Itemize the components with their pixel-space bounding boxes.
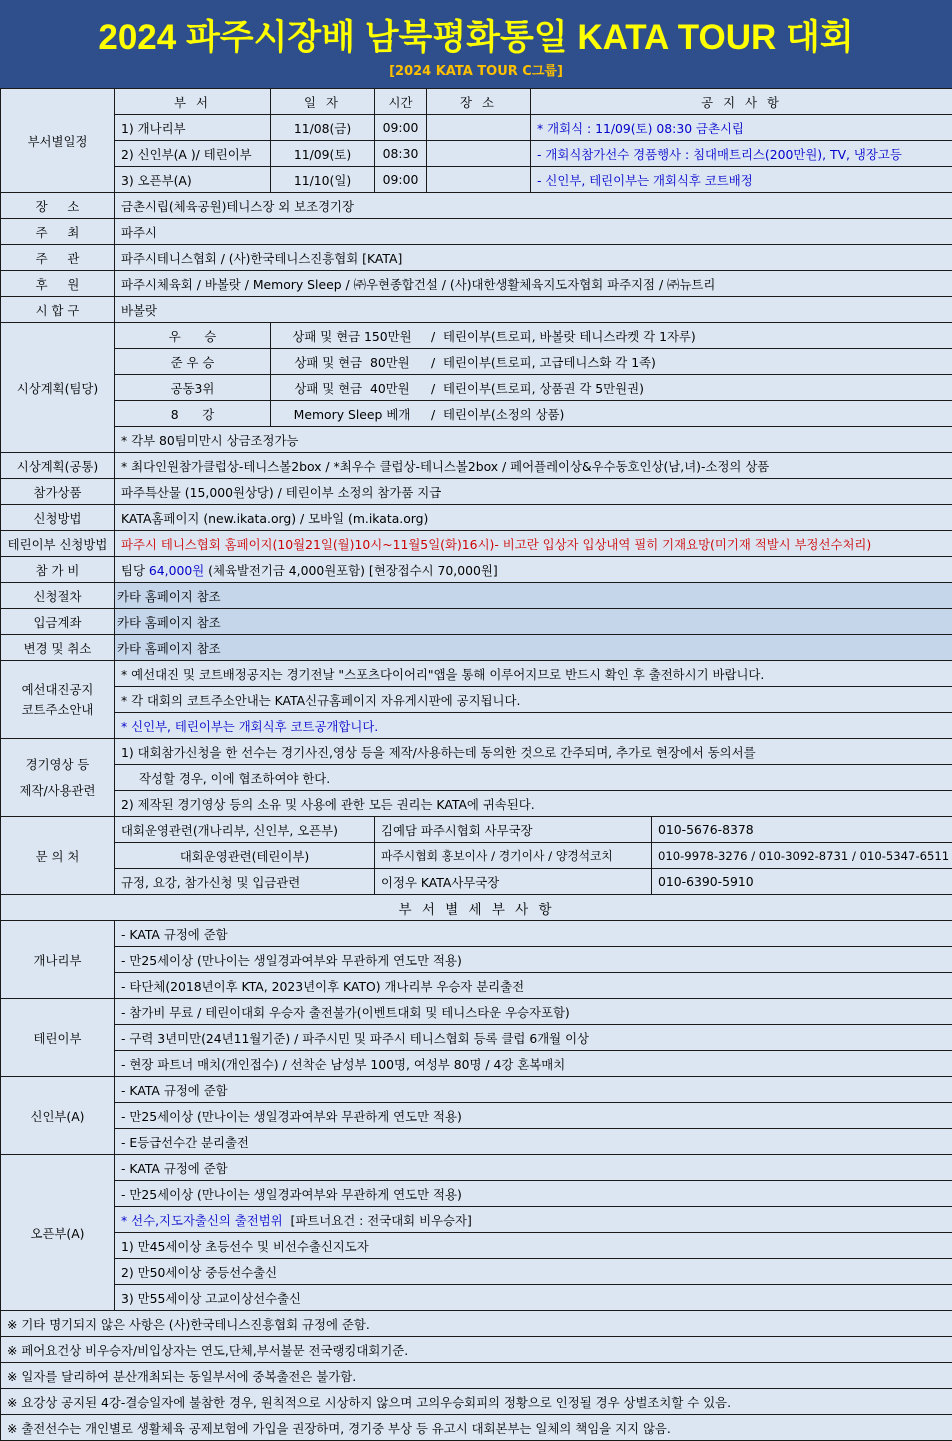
footnote: ※ 일자를 달리하여 분산개최되는 동일부서에 중복출전은 불가함. xyxy=(1,1363,952,1389)
apply-label: 신청방법 xyxy=(1,505,115,531)
detail-row xyxy=(1,1233,952,1259)
common-prize-value: * 최다인원참가클럽상-테니스볼2box / *최우수 클럽상-테니스볼2box / 페어플레이상&우수동호인상(남,녀)-소정의 상품 xyxy=(115,453,952,479)
contact-topic: 대회운영관련(개나리부, 신인부, 오픈부) xyxy=(115,817,375,843)
draw-notice-row xyxy=(1,713,952,739)
apply-terini-value: 파주시 테니스협회 홈페이지(10월21일(월)10시~11월5일(화)16시)- 비고란 입상자 입상내역 필히 기재요망(미기재 적발시 부정선수처리) xyxy=(115,531,952,557)
detail-row xyxy=(1,1077,952,1103)
prize-row xyxy=(1,401,952,427)
detail-line: - E등급선수간 분리출전 xyxy=(115,1129,952,1155)
info-row xyxy=(1,271,952,297)
prize-sep: / xyxy=(431,355,435,370)
apply-terini-row xyxy=(1,531,952,557)
detail-line: 1) 만45세이상 초등선수 및 비선수출신지도자 xyxy=(115,1233,952,1259)
detail-row xyxy=(1,921,952,947)
detail-line: - 현장 파트너 매치(개인접수) / 선착순 남성부 100명, 여성부 80명 / 4강 혼복매치 xyxy=(115,1051,952,1077)
draw-notice-line: * 예선대진 및 코트배정공지는 경기전날 "스포츠다이어리"앱을 통해 이루어지므로 반드시 확인 후 출전하시기 바랍니다. xyxy=(115,661,952,687)
schedule-header-time: 시간 xyxy=(375,89,427,115)
schedule-venue xyxy=(427,167,531,193)
schedule-notice: * 개회식 : 11/09(토) 08:30 금촌시립 xyxy=(531,115,952,141)
info-value: 금촌시립(체육공원)테니스장 외 보조경기장 xyxy=(115,193,952,219)
detail-row xyxy=(1,1181,952,1207)
fee-prefix: 팀당 xyxy=(121,563,149,578)
prize-extra: 테린이부(트로피, 바볼랏 테니스라켓 각 1자루) xyxy=(443,329,696,344)
footnote-row xyxy=(1,1311,952,1337)
contact-row xyxy=(1,869,952,895)
detail-row xyxy=(1,1207,952,1233)
schedule-time: 09:00 xyxy=(375,115,427,141)
prize-sep: / xyxy=(431,381,435,396)
contact-row xyxy=(1,843,952,869)
prize-row xyxy=(1,375,952,401)
schedule-venue xyxy=(427,141,531,167)
footnote: ※ 기타 명기되지 않은 사항은 (사)한국테니스진흥협회 규정에 준함. xyxy=(1,1311,952,1337)
contact-phone: 010-5676-8378 xyxy=(652,817,952,843)
prize-rank: 공동3위 xyxy=(115,375,271,401)
prize-detail xyxy=(271,349,952,375)
fee-suffix: (체육발전기금 4,000원포함) [현장접수시 70,000원] xyxy=(204,563,497,578)
detail-line: 3) 만55세이상 고교이상선수출신 xyxy=(115,1285,952,1311)
detail-row xyxy=(1,947,952,973)
info-value: 파주시체육회 / 바볼랏 / Memory Sleep / ㈜우현종합건설 / (사)대한생활체육지도자협회 파주지점 / ㈜뉴트리 xyxy=(115,271,952,297)
info-value: 바볼랏 xyxy=(115,297,952,323)
prize-label: 시상계획(팀당) xyxy=(1,323,115,453)
contact-topic: 규정, 요강, 참가신청 및 입금관련 xyxy=(115,869,375,895)
prize-note-row xyxy=(1,427,952,453)
prize-row xyxy=(1,349,952,375)
info-row xyxy=(1,219,952,245)
common-prize-label: 시상계획(공통) xyxy=(1,453,115,479)
detail-line: - 만25세이상 (만나이는 생일경과여부와 무관하게 연도만 적용) xyxy=(115,1103,952,1129)
prize-detail xyxy=(271,375,952,401)
footnote: ※ 요강상 공지된 4강-결승일자에 불참한 경우, 원칙적으로 시상하지 않으며 고의우승회피의 정황으로 인정될 경우 상벌조치할 수 있음. xyxy=(1,1389,952,1415)
prize-extra: 테린이부(소정의 상품) xyxy=(443,407,564,422)
page-header xyxy=(0,0,952,88)
info-row xyxy=(1,245,952,271)
detail-line: - 타단체(2018년이후 KTA, 2023년이후 KATO) 개나리부 우승자 분리출전 xyxy=(115,973,952,999)
video-line: 1) 대회참가신청을 한 선수는 경기사진,영상 등을 제작/사용하는데 동의한 것으로 간주되며, 추가로 현장에서 동의서를 xyxy=(115,739,952,765)
open-range-partner: [파트너요건 : 전국대회 비우승자] xyxy=(283,1213,472,1228)
prize-rank: 8 강 xyxy=(115,401,271,427)
contact-person: 이정우 KATA사무국장 xyxy=(375,869,652,895)
footnote-row xyxy=(1,1389,952,1415)
schedule-row xyxy=(1,167,952,193)
deposit-row xyxy=(1,609,952,635)
info-row xyxy=(1,297,952,323)
info-label: 시 합 구 xyxy=(1,297,115,323)
video-row xyxy=(1,739,952,765)
prize-row xyxy=(1,323,952,349)
schedule-time: 08:30 xyxy=(375,141,427,167)
deposit-value: 카타 홈페이지 참조 xyxy=(115,609,952,635)
detail-group-label: 테린이부 xyxy=(1,999,115,1077)
schedule-header-division: 부 서 xyxy=(115,89,271,115)
detail-row xyxy=(1,1129,952,1155)
prize-amount: 상패 및 현금 80만원 xyxy=(277,353,427,371)
schedule-division: 1) 개나리부 xyxy=(115,115,271,141)
info-label: 주 관 xyxy=(1,245,115,271)
page-title: 2024 파주시장배 남북평화통일 KATA TOUR 대회 xyxy=(0,14,952,62)
schedule-division: 2) 신인부(A )/ 테린이부 xyxy=(115,141,271,167)
prize-extra: 테린이부(트로피, 고급테니스화 각 1족) xyxy=(443,355,656,370)
schedule-venue xyxy=(427,115,531,141)
footnote: ※ 출전선수는 개인별로 생활체육 공제보험에 가입을 권장하며, 경기중 부상 등 유고시 대회본부는 일체의 책임을 지지 않음. xyxy=(1,1415,952,1441)
gift-row xyxy=(1,479,952,505)
draw-notice-line: * 신인부, 테린이부는 개회식후 코트공개합니다. xyxy=(115,713,952,739)
footnote: ※ 페어요건상 비우승자/비입상자는 연도,단체,부서불문 전국랭킹대회기준. xyxy=(1,1337,952,1363)
details-title: 부 서 별 세 부 사 항 xyxy=(1,895,952,921)
schedule-header-notice: 공 지 사 항 xyxy=(531,89,952,115)
change-label: 변경 및 취소 xyxy=(1,635,115,661)
contact-topic: 대회운영관련(테린이부) xyxy=(115,843,375,869)
prize-detail xyxy=(271,401,952,427)
schedule-label: 부서별일정 xyxy=(1,89,115,193)
gift-value: 파주특산물 (15,000원상당) / 테린이부 소정의 참가품 지급 xyxy=(115,479,952,505)
open-range-title: * 선수,지도자출신의 출전범위 xyxy=(121,1213,283,1228)
prize-sep: / xyxy=(431,407,435,422)
procedure-label: 신청절차 xyxy=(1,583,115,609)
detail-row xyxy=(1,1285,952,1311)
draw-notice-row xyxy=(1,661,952,687)
info-value: 파주시테니스협회 / (사)한국테니스진흥협회 [KATA] xyxy=(115,245,952,271)
detail-row xyxy=(1,1259,952,1285)
schedule-header-date: 일 자 xyxy=(271,89,375,115)
detail-group-label: 개나리부 xyxy=(1,921,115,999)
apply-row xyxy=(1,505,952,531)
detail-row xyxy=(1,999,952,1025)
prize-note: * 각부 80팀미만시 상금조정가능 xyxy=(115,427,952,453)
prize-amount: 상패 및 현금 40만원 xyxy=(277,379,427,397)
contact-phone: 010-9978-3276 / 010-3092-8731 / 010-5347-6511 xyxy=(652,843,952,869)
prize-rank: 우 승 xyxy=(115,323,271,349)
detail-line: - 참가비 무료 / 테린이대회 우승자 출전불가(이벤트대회 및 테니스타운 우승자포함) xyxy=(115,999,952,1025)
detail-line: - 만25세이상 (만나이는 생일경과여부와 무관하게 연도만 적용) xyxy=(115,1181,952,1207)
schedule-header-row xyxy=(1,89,952,115)
apply-terini-label: 테린이부 신청방법 xyxy=(1,531,115,557)
apply-value: KATA홈페이지 (new.ikata.org) / 모바일 (m.ikata.org) xyxy=(115,505,952,531)
prize-sep: / xyxy=(431,329,435,344)
deposit-label: 입금계좌 xyxy=(1,609,115,635)
fee-value xyxy=(115,557,952,583)
common-prize-row xyxy=(1,453,952,479)
schedule-division: 3) 오픈부(A) xyxy=(115,167,271,193)
info-row xyxy=(1,193,952,219)
schedule-row xyxy=(1,115,952,141)
change-row xyxy=(1,635,952,661)
detail-row xyxy=(1,1155,952,1181)
detail-group-label: 신인부(A) xyxy=(1,1077,115,1155)
video-row xyxy=(1,791,952,817)
video-line: 2) 제작된 경기영상 등의 소유 및 사용에 관한 모든 권리는 KATA에 귀속된다. xyxy=(115,791,952,817)
prize-rank: 준 우 승 xyxy=(115,349,271,375)
footnote-row xyxy=(1,1363,952,1389)
detail-line xyxy=(115,1207,952,1233)
change-value: 카타 홈페이지 참조 xyxy=(115,635,952,661)
detail-group-label: 오픈부(A) xyxy=(1,1155,115,1311)
procedure-value: 카타 홈페이지 참조 xyxy=(115,583,952,609)
detail-line: - KATA 규정에 준함 xyxy=(115,1155,952,1181)
detail-row xyxy=(1,1025,952,1051)
tournament-table xyxy=(0,88,952,1441)
draw-notice-row xyxy=(1,687,952,713)
procedure-row xyxy=(1,583,952,609)
info-label: 주 최 xyxy=(1,219,115,245)
prize-amount: 상패 및 현금 150만원 xyxy=(277,327,427,345)
video-label: 경기영상 등 제작/사용관련 xyxy=(1,739,115,817)
contact-phone: 010-6390-5910 xyxy=(652,869,952,895)
video-row xyxy=(1,765,952,791)
contact-row xyxy=(1,817,952,843)
schedule-row xyxy=(1,141,952,167)
footnote-row xyxy=(1,1337,952,1363)
schedule-date: 11/08(금) xyxy=(271,115,375,141)
detail-line: - KATA 규정에 준함 xyxy=(115,921,952,947)
prize-detail xyxy=(271,323,952,349)
prize-extra: 테린이부(트로피, 상품권 각 5만원권) xyxy=(443,381,644,396)
draw-notice-line: * 각 대회의 코트주소안내는 KATA신규홈페이지 자유게시판에 공지됩니다. xyxy=(115,687,952,713)
schedule-time: 09:00 xyxy=(375,167,427,193)
schedule-date: 11/10(일) xyxy=(271,167,375,193)
detail-row xyxy=(1,1051,952,1077)
gift-label: 참가상품 xyxy=(1,479,115,505)
info-label: 장 소 xyxy=(1,193,115,219)
fee-amount: 64,000원 xyxy=(149,563,204,578)
schedule-header-venue: 장 소 xyxy=(427,89,531,115)
video-line: 작성할 경우, 이에 협조하여야 한다. xyxy=(115,765,952,791)
draw-notice-label: 예선대진공지 코트주소안내 xyxy=(1,661,115,739)
info-value: 파주시 xyxy=(115,219,952,245)
info-label: 후 원 xyxy=(1,271,115,297)
prize-amount: Memory Sleep 베개 xyxy=(277,405,427,423)
fee-label: 참 가 비 xyxy=(1,557,115,583)
contact-person: 김예담 파주시협회 사무국장 xyxy=(375,817,652,843)
detail-line: - KATA 규정에 준함 xyxy=(115,1077,952,1103)
detail-row xyxy=(1,973,952,999)
contact-label: 문 의 처 xyxy=(1,817,115,895)
detail-row xyxy=(1,1103,952,1129)
details-title-row xyxy=(1,895,952,921)
footnote-row xyxy=(1,1415,952,1441)
schedule-notice: - 신인부, 테린이부는 개회식후 코트배정 xyxy=(531,167,952,193)
fee-row xyxy=(1,557,952,583)
detail-line: - 구력 3년미만(24년11월기준) / 파주시민 및 파주시 테니스협회 등록 클럽 6개월 이상 xyxy=(115,1025,952,1051)
detail-line: 2) 만50세이상 중등선수출신 xyxy=(115,1259,952,1285)
schedule-date: 11/09(토) xyxy=(271,141,375,167)
page-subtitle: [2024 KATA TOUR C그룹] xyxy=(0,62,952,82)
schedule-notice: - 개회식참가선수 경품행사 : 침대매트리스(200만원), TV, 냉장고등 xyxy=(531,141,952,167)
contact-person: 파주시협회 홍보이사 / 경기이사 / 양경석코치 xyxy=(375,843,652,869)
detail-line: - 만25세이상 (만나이는 생일경과여부와 무관하게 연도만 적용) xyxy=(115,947,952,973)
